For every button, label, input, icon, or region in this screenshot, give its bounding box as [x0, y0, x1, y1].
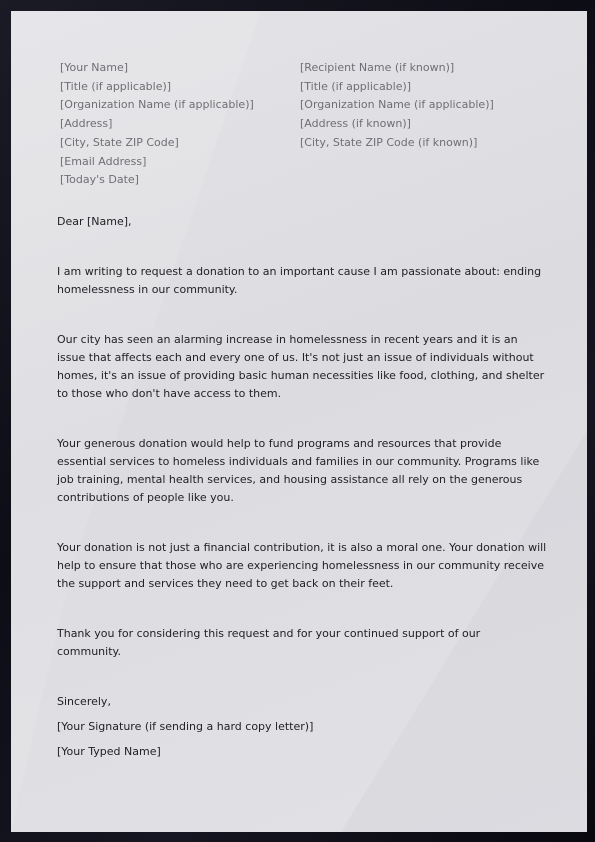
sender-date: [Today's Date]	[60, 173, 139, 187]
recipient-city-state-zip: [City, State ZIP Code (if known)]	[300, 135, 478, 149]
recipient-title: [Title (if applicable)]	[300, 79, 412, 93]
paragraph-thanks: Thank you for considering this request and for your continued support of our community.	[57, 627, 481, 658]
recipient-address-block	[300, 59, 494, 153]
paragraph-impact: Your generous donation would help to fund programs and resources that provide essential services to homeless individuals and families in our community. Programs like job training, mental health services, and housing assistance all rely on the generous contributions of people like you.	[57, 437, 540, 504]
recipient-name: [Recipient Name (if known)]	[300, 61, 455, 74]
closing: Sincerely,	[57, 695, 111, 708]
sender-city-state-zip: [City, State ZIP Code]	[60, 135, 179, 149]
sender-name: [Your Name]	[60, 61, 129, 74]
recipient-organization: [Organization Name (if applicable)]	[300, 98, 494, 112]
paragraph-intro: I am writing to request a donation to an important cause I am passionate about: ending homelessness in our community.	[57, 265, 542, 296]
letter-body	[57, 213, 547, 761]
sender-address-block	[60, 59, 254, 190]
letter-page	[11, 11, 587, 832]
typed-name-placeholder: [Your Typed Name]	[57, 745, 161, 758]
sender-title: [Title (if applicable)]	[60, 79, 172, 93]
sender-address: [Address]	[60, 117, 113, 131]
sender-organization: [Organization Name (if applicable)]	[60, 98, 254, 112]
paragraph-problem: Our city has seen an alarming increase in homelessness in recent years and it is an issue that affects each and every one of us. It's not just an issue of individuals without homes, it's an issue of providing basic human necessities like food, clothing, and shelter to those who don't have access to them.	[57, 333, 545, 400]
signature-placeholder: [Your Signature (if sending a hard copy letter)]	[57, 720, 314, 733]
paragraph-moral: Your donation is not just a financial contribution, it is also a moral one. Your donation will help to ensure that those who are experiencing homelessness in our community receive the support and services they need to get back on their feet.	[57, 541, 547, 590]
recipient-address: [Address (if known)]	[300, 117, 411, 131]
sender-email: [Email Address]	[60, 154, 147, 168]
salutation: Dear [Name],	[57, 215, 132, 228]
